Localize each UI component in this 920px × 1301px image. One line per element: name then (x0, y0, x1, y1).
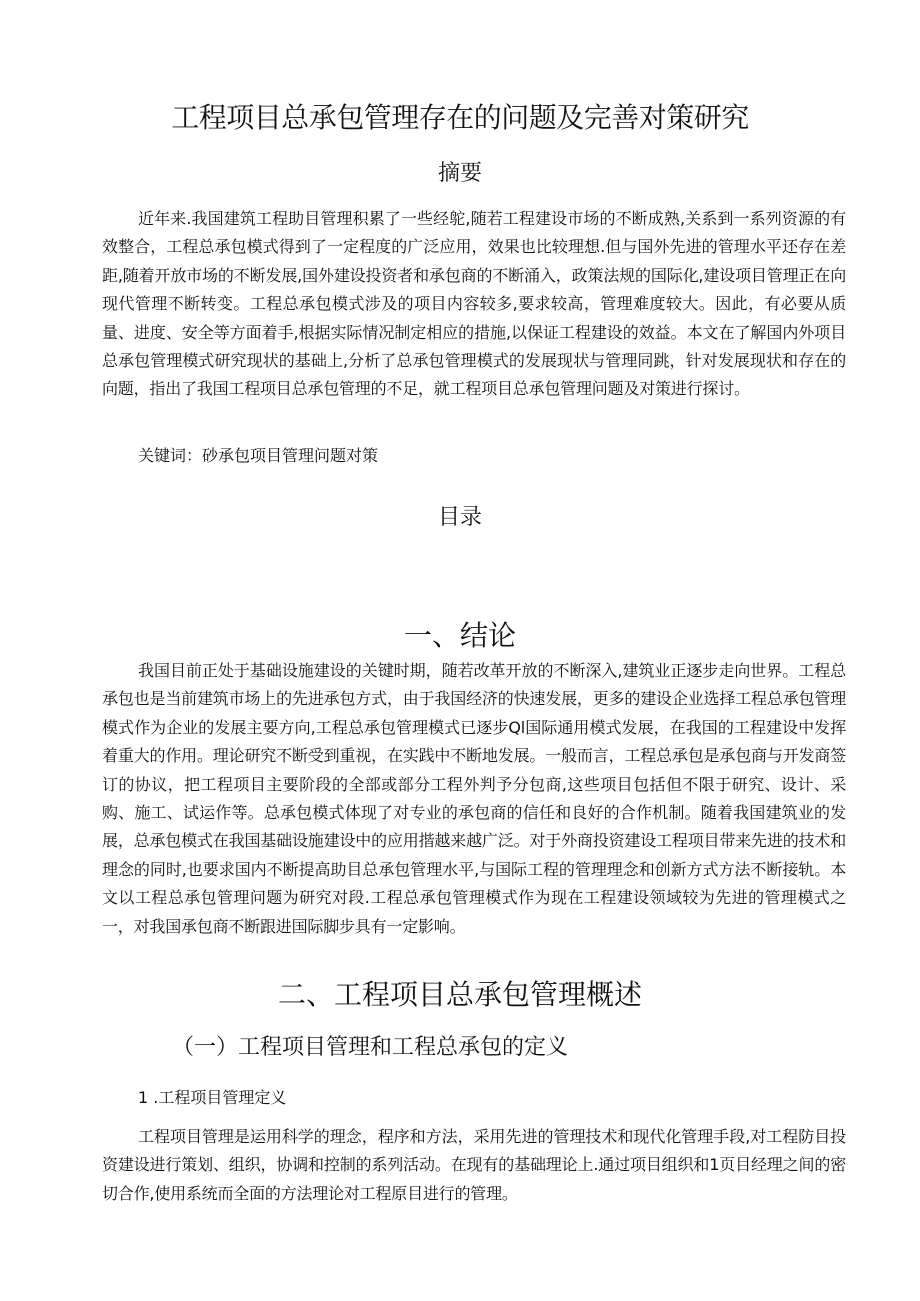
section-2-heading: 二、工程项目总承包管理概述 (277, 978, 642, 1011)
section-2-1-heading: （一）工程项目管理和工程总承包的定义 (172, 1035, 569, 1060)
keywords-line: 关键词：砂承包项目管理问题对策 (138, 446, 379, 465)
section-1-heading: 一、结论 (403, 619, 516, 652)
section-2-1-1-heading: 1 .工程项目管理定义 (138, 1088, 287, 1107)
section-1-paragraph: 我国目前正处于基础设施建设的关键时期，随若改革开放的不断深入,建筑业正逐步走向世界。工程总承包也是当前建筑市场上的先进承包方式，由于我国经济的快速发展，更多的建设企业选择工程总承包管理模式作为企业的发展主要方向,工程总承包管理模式已逐步Ql国际通用模式发展，在我国的工程建设中发挥着重大的作用。理论研究不断受到重视，在实践中不断地发展。一般而言，工程总承包是承包商与开发商签订的协议，把工程项目主要阶段的全部或部分工程外判予分包商,这些项目包括但不限于研究、设计、采购、施工、试运作等。总承包模式体现了对专业的承包商的信任和良好的合作机制。随着我国建筑业的发展，总承包模式在我国基础设施建设中的应用揩越来越广泛。对于外商投资建设工程项目带来先进的技术和理念的同时,也要求国内不断提高助目总承包管理水平,与国际工程的管理理念和创新方式方法不断接轨。本文以工程总承包管理问题为研究对段.工程总承包管理模式作为现在工程建设领域较为先进的管理模式之一，对我国承包商不断跟进国际脚步具有一定影响。 (102, 661, 846, 936)
section-2-1-1-paragraph: 工程项目管理是运用科学的理念，程序和方法，采用先进的管理技术和现代化管理手段,对工程防目投资建设进行策划、组织，协调和控制的系列活动。在现有的基础理论上.通过项目组织和1页目经理之间的密切合作,使用系统而全面的方法理论对工程原目进行的管理。 (102, 1127, 846, 1203)
abstract-paragraph: 近年来.我国建筑工程助目管理积累了一些经鸵,随若工程建设市场的不断成熟,关系到一系列资源的有效整合，工程总承包模式得到了一定程度的广泛应用，效果也比较理想.但与国外先进的管理水平还存在差距,随着开放市场的不断发展,国外建设投资者和承包商的不断涌入，政策法规的国际化,建设项目管理正在向现代管理不断转变。工程总承包模式涉及的项目内容较多,要求较高，管理难度较大。因此，有必要从质量、进度、安全等方面着手,根据实际情况制定相应的措施,以保证工程建设的效益。本文在了解国内外项目总承包管理模式研究现状的基础上,分析了总承包管理模式的发展现状与管理同跳，针对发展现状和存在的向题，指出了我国工程项目总承包管理的不足，就工程项目总承包管理问题及对策进行探讨。 (102, 209, 846, 399)
toc-heading: 目录 (437, 505, 482, 530)
abstract-heading: 摘要 (437, 161, 482, 186)
document-title: 工程项目总承包管理存在的问题及完善对策研究 (171, 101, 749, 134)
